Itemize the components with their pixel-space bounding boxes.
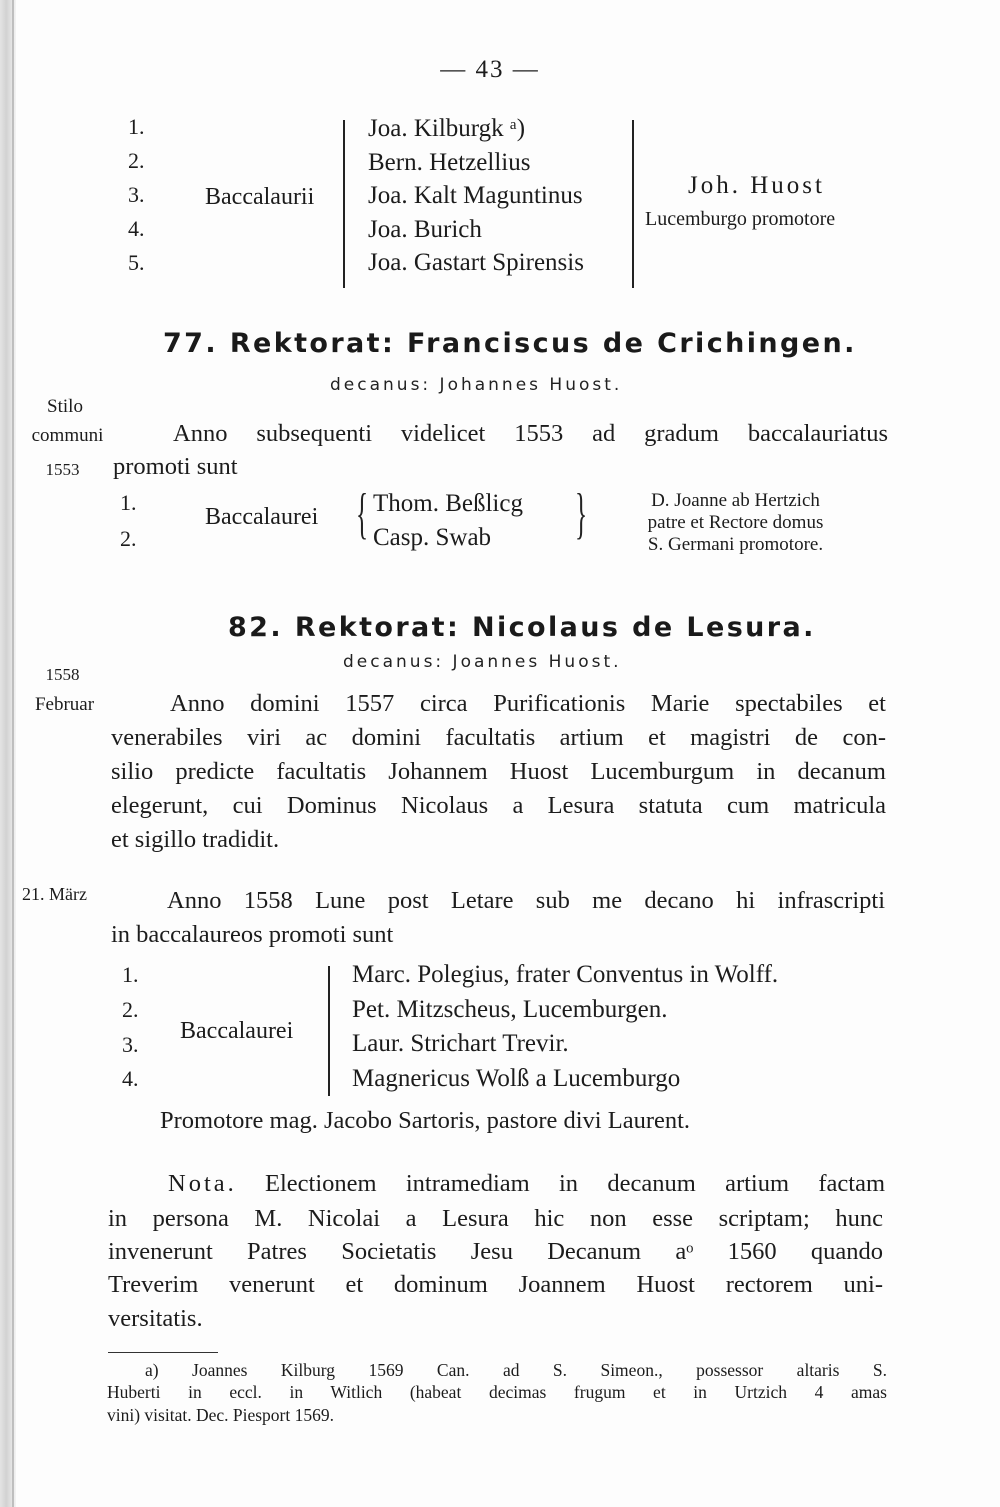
group-label: Baccalaurei <box>205 504 319 530</box>
list-number: 1. <box>122 962 139 987</box>
list-number: 2. <box>120 526 137 551</box>
name-item: Joa. Burich <box>368 215 482 243</box>
footnote-rule <box>108 1352 218 1353</box>
paragraph-line: in persona M. Nicolai a Lesura hic non esse scriptam; hunc <box>108 1205 883 1232</box>
margin-note: Stilo <box>47 396 83 417</box>
list-number: 5. <box>128 250 145 275</box>
list-number: 3. <box>122 1032 139 1057</box>
list-number: 2. <box>122 997 139 1022</box>
right-brace <box>632 120 634 288</box>
paragraph-line: versitatis. <box>108 1305 203 1332</box>
left-brace <box>343 120 345 288</box>
paragraph-line: silio predicte facultatis Johannem Huost Lucemburgum in decanum <box>111 758 886 785</box>
name-list <box>373 487 523 555</box>
paragraph-line: Anno subsequenti videlicet 1553 ad gradum baccalauriatus <box>173 420 888 447</box>
margin-note: 21. März <box>22 884 87 904</box>
list-number: 2. <box>128 148 145 173</box>
name-item: Laur. Strichart Trevir. <box>352 1030 569 1057</box>
name-item: Joa. Gastart Spirensis <box>368 249 584 276</box>
name-item: Thom. Beßlicg <box>373 490 523 517</box>
list-number: 1. <box>128 114 145 139</box>
paragraph-line: elegerunt, cui Dominus Nicolaus a Lesura statuta cum matricula <box>111 792 886 819</box>
name-item: Casp. Swab <box>373 524 492 551</box>
paragraph-line: Anno domini 1557 circa Purificationis Marie spectabiles et <box>170 690 886 717</box>
promoter-name: Joh. Huost <box>688 172 825 199</box>
paragraph-line: Treverim venerunt et dominum Joannem Huost rectorem uni- <box>108 1271 883 1298</box>
margin-note: communi <box>31 425 104 446</box>
list-number: 3. <box>128 182 145 207</box>
gutter-line <box>12 0 14 1507</box>
page-number: — 43 — <box>440 56 540 83</box>
left-brace: { <box>356 483 369 545</box>
footnote-line: vini) visitat. Dec. Piesport 1569. <box>107 1405 334 1425</box>
section-heading-77: 77. Rektorat: Franciscus de Crichingen. <box>163 328 857 359</box>
footnote-line: Huberti in eccl. in Witlich (habeat decimas frugum et in Urtzich 4 amas <box>107 1382 887 1402</box>
margin-note: Februar <box>34 694 95 715</box>
name-item: Bern. Hetzellius <box>368 148 531 176</box>
list-number: 4. <box>128 216 145 241</box>
list-number: 1. <box>120 490 137 515</box>
decanus-line: decanus: Joannes Huost. <box>343 652 622 672</box>
name-item: Pet. Mitzscheus, Lucemburgen. <box>352 995 668 1023</box>
promoter-block <box>598 490 873 556</box>
margin-note: 1553 <box>45 460 80 479</box>
promoter-line: D. Joanne ab Hertzich <box>651 490 820 511</box>
name-item: Marc. Polegius, frater Conventus in Wolff. <box>352 961 779 988</box>
paragraph-line: et sigillo tradidit. <box>111 826 280 853</box>
name-item: Joa. Kilburgk ᵃ) <box>368 115 526 142</box>
paragraph-line: Electionem intramediam in decanum artium factam <box>265 1170 885 1197</box>
footnote-line: a) Joannes Kilburg 1569 Can. ad S. Simeon., possessor altaris S. <box>145 1360 887 1380</box>
promoter-line: Promotore mag. Jacobo Sartoris, pastore divi Laurent. <box>160 1107 691 1134</box>
list-number: 4. <box>122 1066 139 1091</box>
paragraph-line: invenerunt Patres Societatis Jesu Decanum aᵒ 1560 quando <box>108 1238 883 1265</box>
promoter-role: Lucemburgo promotore <box>645 208 836 230</box>
decanus-line: decanus: Johannes Huost. <box>330 375 623 395</box>
promoter-line: S. Germani promotore. <box>647 534 824 555</box>
name-list <box>352 958 778 1096</box>
paragraph-line: venerabiles viri ac domini facultatis artium et magistri de con- <box>111 724 886 751</box>
paragraph-line: promoti sunt <box>113 453 238 480</box>
group-label: Baccalaurei <box>180 1018 294 1044</box>
nota-label: Nota. <box>168 1170 237 1197</box>
promoter-line: patre et Rectore domus <box>647 512 824 533</box>
group-label: Baccalaurii <box>205 184 315 210</box>
paragraph-line: Anno 1558 Lune post Letare sub me decano hi infrascripti <box>167 887 885 914</box>
right-brace: } <box>575 483 588 545</box>
section-heading-82: 82. Rektorat: Nicolaus de Lesura. <box>228 612 816 643</box>
name-list <box>368 112 584 280</box>
left-brace <box>328 966 330 1096</box>
name-item: Joa. Kalt Maguntinus <box>368 182 583 209</box>
margin-note: 1558 <box>45 665 80 684</box>
name-item: Magnericus Wolß a Lucemburgo <box>352 1064 681 1092</box>
paragraph-line: in baccalaureos promoti sunt <box>111 921 394 948</box>
